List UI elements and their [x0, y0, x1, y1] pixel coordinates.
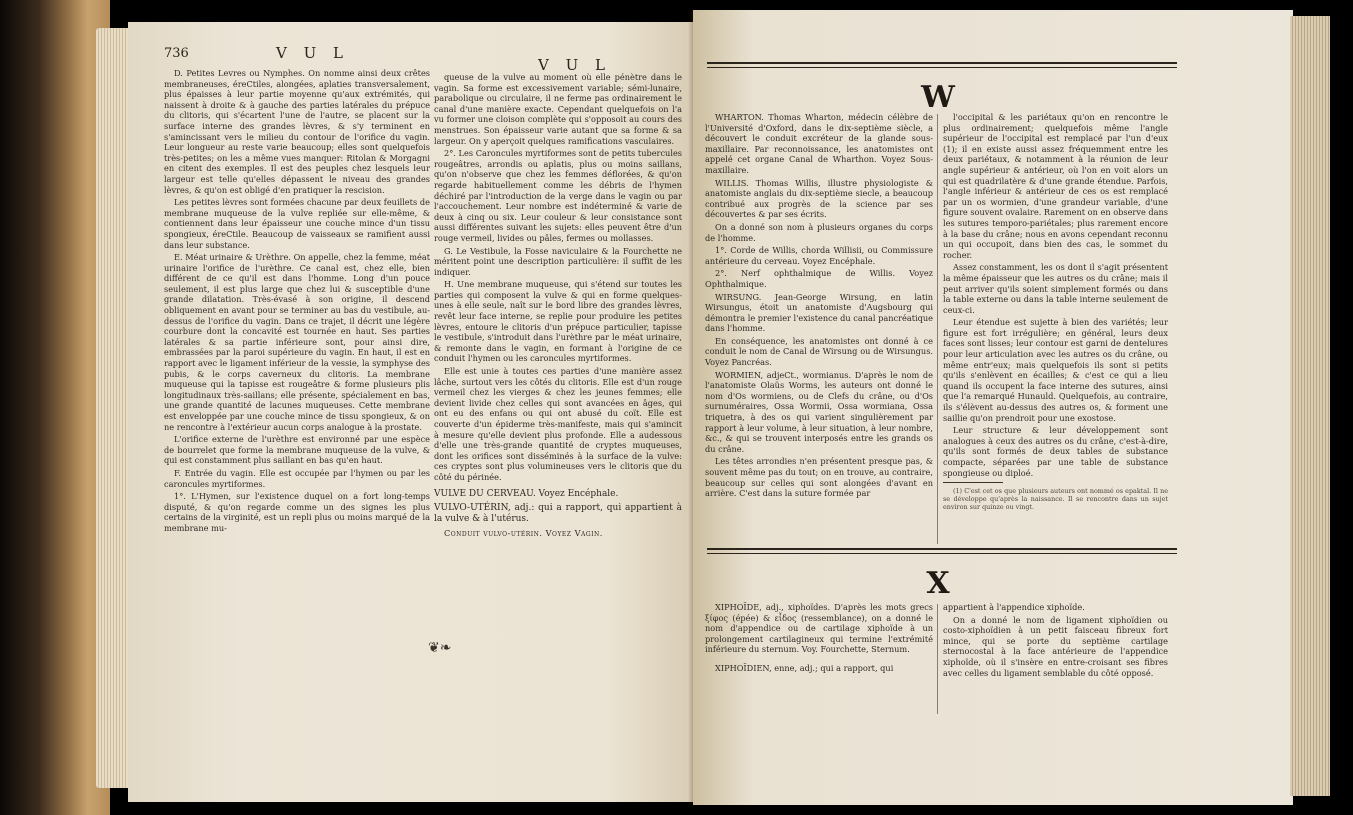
paragraph: 2°. Les Caroncules myrtiformes sont de petits tubercules rougeâtres, arrondis ou aplatis, plus ou moins saillans, qu'on n'observe que chez les femmes déflorées, & qu'on regarde habituellement comme les débris de l'hymen déchiré par l'introduction de la verge dans le vagin ou par l'accouchement. Leur nombre est indéterminé & varie de deux à cinq ou six. Leur couleur & leur consistance sont aussi différentes suivant les sujets: elles peuvent être d'un rouge vermeil, livides ou pâles, fermes ou mollasses.	[434, 148, 682, 243]
book-spine-left	[0, 0, 110, 815]
paragraph: G. Le Vestibule, la Fosse naviculaire & la Fourchette ne méritent point une description particulière: il suffit de les indiquer.	[434, 245, 682, 277]
paragraph: WHARTON. Thomas Wharton, médecin célèbre de l'Université d'Oxford, dans le dix-septième siècle, a découvert le conduit excréteur de la glande sous-maxillaire. Par reconnoissance, les anatomistes ont appelé cet organe Canal de Wharthon. Voyez Sous-maxillaire.	[705, 112, 933, 175]
section-rule-middle	[707, 548, 1177, 554]
paragraph: 2°. Nerf ophthalmique de Willis. Voyez Ophthalmique.	[705, 268, 933, 289]
paragraph: Les têtes arrondies n'en présentent presque pas, & souvent même pas du tout; on en trouve, au contraire, beaucoup sur celles qui sont alongées d'avant en arrière. C'est dans la suture formée par	[705, 456, 933, 499]
paragraph: On a donné son nom à plusieurs organes du corps de l'homme.	[705, 221, 933, 243]
paragraph: L'orifice externe de l'urèthre est environné par une espèce de bourrelet que forme la membrane muqueuse de la vulve, & qui est constamment plus saillant en bas qu'en haut.	[164, 434, 430, 466]
paragraph: WORMIEN, adjeCt., wormianus. D'après le nom de l'anatomiste Olaüs Worms, les auteurs ont donné le nom d'Os wormiens, ou de Clefs du crâne, ou d'Os surnuméraires, Ossa Wormii, Ossa wormiana, Ossa triquetra, à des os qui varient singulièrement par rapport à leur volume, à leur situation, à leur nombre, &c., & qui se trouvent interposés entre les grands os du crâne.	[705, 369, 933, 454]
fleuron-ornament: ❦❧	[428, 640, 452, 656]
x-column-1	[705, 602, 933, 676]
paragraph: H. Une membrane muqueuse, qui s'étend sur toutes les parties qui composent la vulve & qui en forme quelques-unes à elle seule, naît sur le bord libre des grandes lèvres, revêt leur face interne, se replie pour produire les petites lèvres, entoure le clitoris d'un prépuce particulier, tapisse le vestibule, s'introduit dans l'urèthre par le méat urinaire, & remonte dans le vagin, en formant à l'origine de ce conduit l'hymen ou les caroncules myrtiformes.	[434, 279, 682, 364]
paragraph: Les petites lèvres sont formées chacune par deux feuillets de membrane muqueuse de la vulve repliée sur elle-même, & contiennent dans leur épaisseur une couche mince d'un tissu spongieux, éreCtile. Beaucoup de vaisseaux se ramifient aussi dans leur substance.	[164, 197, 430, 250]
footnote: (1) C'est cet os que plusieurs auteurs ont nommé os epaktal. Il ne se développe qu'après la naissance. Il se rencontre dans un sujet environ sur quinze ou vingt.	[943, 487, 1168, 512]
paragraph: WILLIS. Thomas Willis, illustre physiologiste & anatomiste anglais du dix-septième siecle, a beaucoup contribué aux progrès de la science par ses découvertes & par ses écrits.	[705, 177, 933, 220]
paragraph: XIPHOÏDIEN, enne, adj.; qui a rapport, qui	[715, 662, 894, 673]
paragraph: Leur structure & leur développement sont analogues à ceux des autres os du crâne, c'est-à-dire, qu'ils sont formés de deux tables de substance compacte, séparées par une table de substance spongieuse ou diploé.	[943, 425, 1168, 478]
entry-conduit: Conduit vulvo-utérin. Voyez Vagin.	[444, 528, 603, 539]
paragraph: F. Entrée du vagin. Elle est occupée par l'hymen ou par les caroncules myrtiformes.	[164, 467, 430, 489]
right-page	[693, 10, 1293, 805]
paragraph: Assez constamment, les os dont il s'agit présentent la même épaisseur que les autres os du crâne; mais il peut arriver qu'ils soient simplement formés ou dans la table externe ou dans la table interne seulement de ceux-ci.	[943, 262, 1168, 315]
page-number: 736	[164, 46, 189, 61]
page-edges-right	[1290, 16, 1330, 796]
left-column-1	[164, 68, 430, 536]
column-divider	[937, 114, 938, 544]
w-column-2	[943, 112, 1168, 513]
entry-vulvo-uterin: VULVO-UTÉRIN, adj.: qui a rapport, qui appartient à la vulve & à l'utérus.	[434, 503, 682, 524]
paragraph: l'occipital & les pariétaux qu'on en rencontre le plus ordinairement; quelquefois même l'angle supérieur de l'occipital est remplacé par l'un d'eux (1); il en existe aussi assez fréquemment entre les deux pariétaux, & notamment à la réunion de leur angle supérieur & antérieur, où l'on en voit alors un qui est quadrilatère & d'une grande étendue. Parfois, l'angle inférieur & antérieur de ces os est remplacé par un os wormien, d'une grandeur variable, d'une figure souvent ovalaire. Rarement on en observe dans les sutures temporo-pariétales; plus rarement encore à la base du crâne; nous en avons cependant reconnu un qui occupoit, dans bien des cas, le sommet du rocher.	[943, 112, 1168, 260]
paragraph: Leur étendue est sujette à bien des variétés; leur figure est fort irrégulière; en général, leurs deux faces sont lisses; leur contour est garni de dentelures pour leur articulation avec les autres os du crâne, ou même entr'eux; mais quelquefois ils sont si petits qu'ils s'enlèvent en écailles; & c'est ce qui a lieu quand ils occupent la face interne des sutures, ainsi que l'a remarqué Hunauld. Quelquefois, au contraire, ils s'élèvent au-dessus des autres os, & forment une saillie qu'on prendroit pour une exostose.	[943, 317, 1168, 423]
w-column-1	[705, 112, 933, 501]
paragraph: E. Méat urinaire & Urèthre. On appelle, chez la femme, méat urinaire l'orifice de l'urèthre. Ce canal est, chez elle, bien différent de ce qu'il est dans l'homme. Long d'un pouce seulement, il est plus large que chez lui & susceptible d'une grande dilatation. Très-évasé à son origine, il descend obliquement en avant pour se terminer au bas du vestibule, au-dessus de l'orifice du vagin. Dans ce trajet, il décrit une légère courbure dont la concavité est tournée en haut. Ses parties latérales & sa partie inférieure sont, pour ainsi dire, embrassées par la paroi supérieure du vagin. En haut, il est en rapport avec le ligament inférieur de la vessie, la symphyse des pubis, & le corps caverneux du clitoris. La membrane muqueuse qui la tapisse est rougeâtre & forme plusieurs plis longitudinaux très-saillans; elle présente, spécialement en bas, une grande quantité de lacunes muqueuses. Cette membrane est enveloppée par une couche mince de tissu spongieux, & on ne rencontre à l'extérieur aucun corps analogue à la prostate.	[164, 252, 430, 432]
paragraph: queuse de la vulve au moment où elle pénètre dans le vagin. Sa forme est excessivement variable; sémi-lunaire, parabolique ou circulaire, il ne ferme pas ordinairement le canal d'une manière exacte. Cependant quelquefois on l'a vu former une cloison complète qui s'opposoit au cours des menstrues. Son épaisseur varie autant que sa forme & sa largeur. On y aperçoit quelques ramifications vasculaires.	[434, 72, 682, 146]
entry-vulve-cerveau: VULVE DU CERVEAU. Voyez Encéphale.	[434, 488, 619, 499]
paragraph: 1°. Corde de Willis, chorda Willisii, ou Commissure antérieure du cerveau. Voyez Encéphale.	[705, 245, 933, 266]
paragraph: XIPHOÏDE, adj., xiphoïdes. D'après les mots grecs ξίφος (épée) & εἶδος (ressemblance), on a donné le nom d'appendice ou de cartilage xiphoïde à un prolongement cartilagineux qui termine l'extrémité inférieure du sternum. Voy. Fourchette, Sternum.	[705, 602, 933, 655]
paragraph: On a donné le nom de ligament xiphoïdien ou costo-xiphoïdien à un petit faisceau fibreux fort mince, qui se porte du septième cartilage sternocostal à la face antérieure de l'appendice xiphoïde, où il s'insère en entre-croisant ses fibres avec celles du ligament semblable du côté opposé.	[943, 614, 1168, 678]
left-page	[128, 22, 693, 802]
column-divider	[937, 604, 938, 714]
paragraph: 1°. L'Hymen, sur l'existence duquel on a fort long-temps disputé, & qu'on regarde comme un des signes les plus certains de la virginité, est un repli plus ou moins marqué de la membrane mu-	[164, 491, 430, 533]
section-letter-w: W	[921, 80, 955, 115]
paragraph: Elle est unie à toutes ces parties d'une manière assez lâche, surtout vers les côtés du clitoris. Elle est d'un rouge vermeil chez les vierges & chez les jeunes femmes; elle devient livide chez celles qui sont avancées en âges, qui ont eu des enfans ou qui ont abusé du coït. Elle est couverte d'un épiderme très-manifeste, mais qui s'amincit à mesure qu'elle devient plus profonde. Elle a audessous d'elle une très-grande quantité de cryptes muqueuses, dont les orifices sont disséminés à la surface de la vulve: ces cryptes sont plus volumineuses vers le clitoris que du côté du périnée.	[434, 366, 682, 482]
section-rule-top	[707, 62, 1177, 68]
running-head-left: V U L	[276, 44, 349, 62]
paragraph: En conséquence, les anatomistes ont donné à ce conduit le nom de Canal de Wirsung ou de Wirsungus. Voyez Pancréas.	[705, 335, 933, 368]
paragraph: WIRSUNG. Jean-George Wirsung, en latin Wirsungus, étoit un anatomiste d'Augsbourg qui démontra le premier l'existence du canal pancréatique dans l'homme.	[705, 291, 933, 334]
running-head-center: V U L	[538, 56, 611, 74]
paragraph: appartient à l'appendice xiphoïde.	[943, 602, 1085, 612]
footnote-rule	[943, 482, 1003, 483]
x-column-2	[943, 602, 1168, 680]
section-letter-x: X	[926, 566, 950, 601]
left-column-2	[434, 72, 682, 541]
paragraph: D. Petites Levres ou Nymphes. On nomme ainsi deux crêtes membraneuses, éreCtiles, alongées, aplaties transversalement, plus épaisses à leur partie moyenne qu'aux extrémités, qui naissent à droite & à gauche des parties latérales du prépuce du clitoris, qui s'écartent l'une de l'autre, se placent sur la surface interne des grandes lèvres, & s'y terminent en s'amincissant vers le milieu du contour de l'orifice du vagin. Leur longueur au reste varie beaucoup; elles sont quelquefois très-petites; on les a même vues manquer: Ritolan & Morgagni en citent des exemples. Il est des peuples chez lesquels leur largeur est telle qu'elles dépassent le niveau des grandes lèvres, & qu'on est obligé d'en pratiquer la rescision.	[164, 68, 430, 195]
